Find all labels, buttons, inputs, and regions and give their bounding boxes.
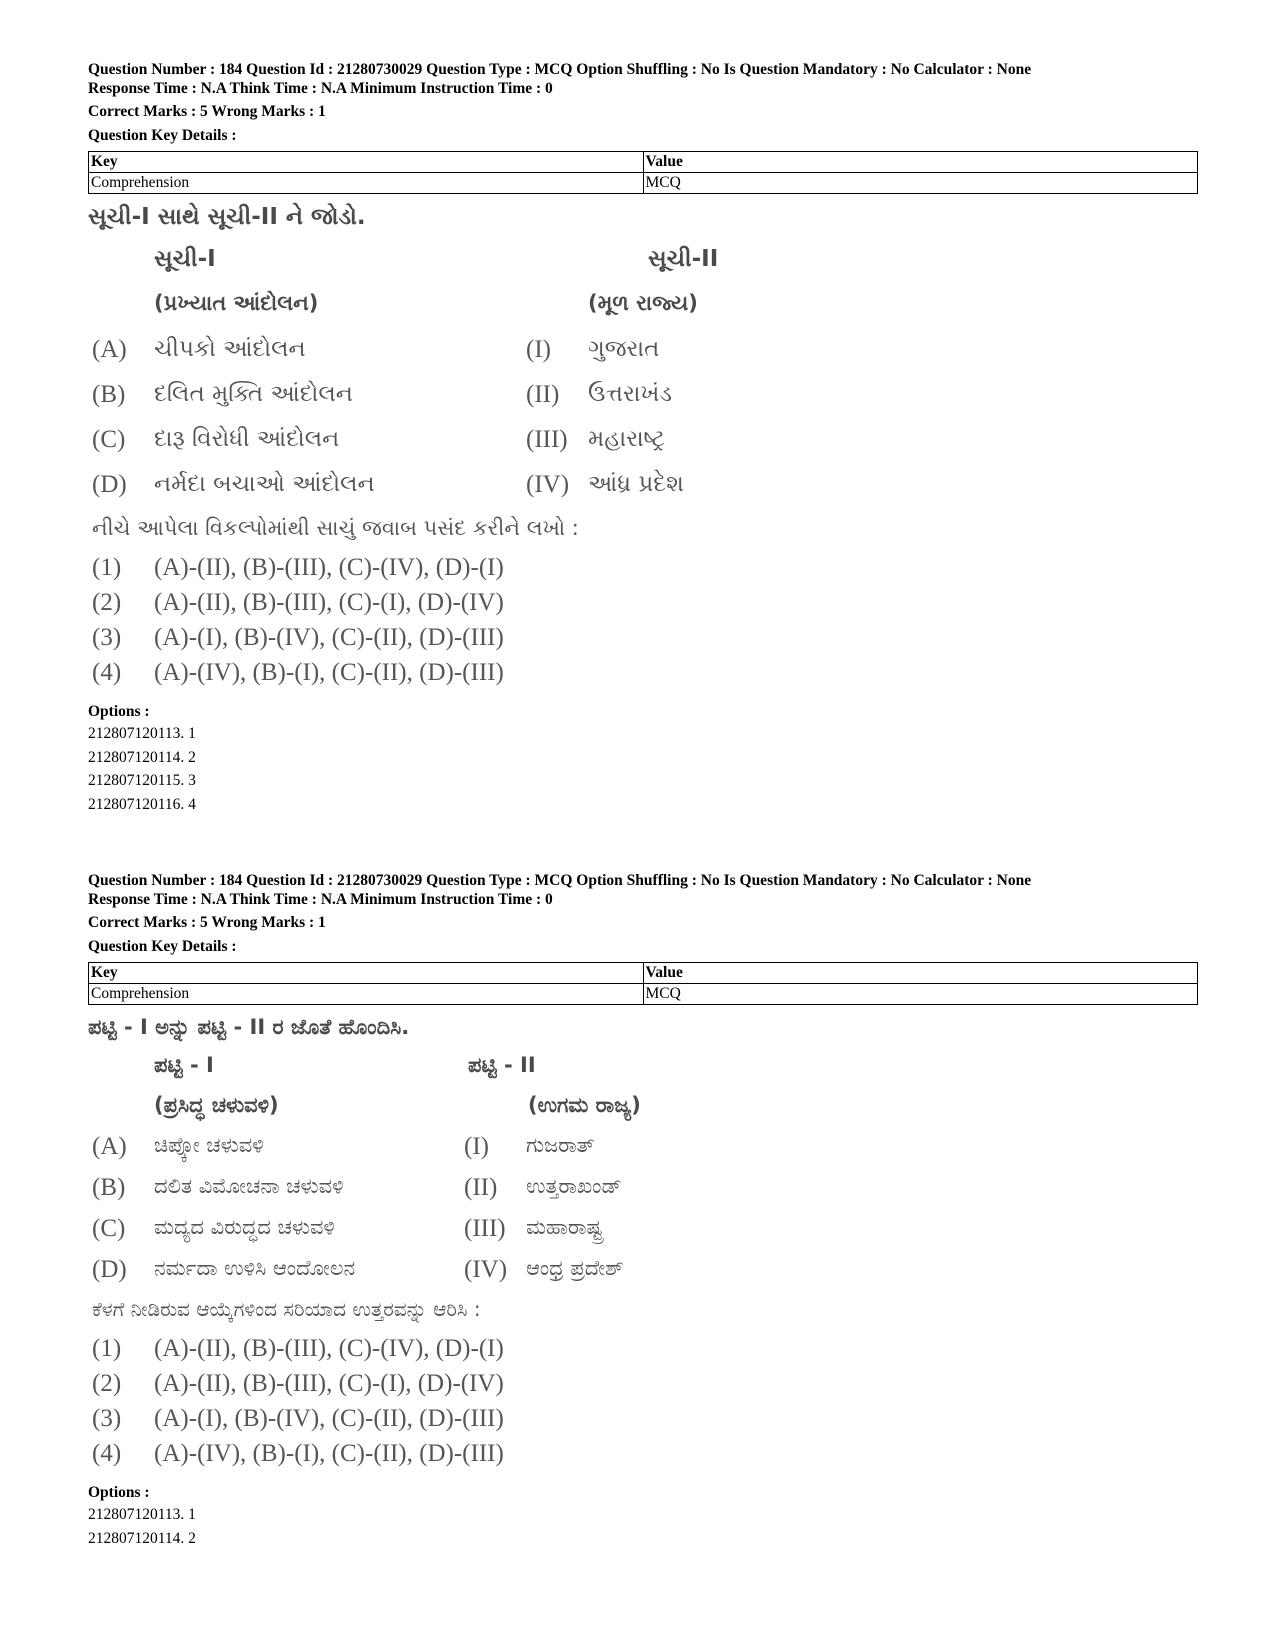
pair-right-text: ಗುಜರಾತ್ (526, 1133, 595, 1157)
match-pair-row (88, 1133, 1198, 1174)
answer-choice-number: (2) (92, 1370, 122, 1397)
list1-title: સૂચી-I (154, 246, 216, 272)
answer-choice-text: (A)-(II), (B)-(III), (C)-(I), (D)-(IV) (154, 589, 504, 616)
pair-left-label: (D) (92, 471, 127, 498)
pair-left-label: (B) (92, 381, 126, 408)
pair-left-text: ನರ್ಮದಾ ಉಳಿಸಿ ಆಂದೋಲನ (154, 1256, 356, 1280)
answer-choice-number: (2) (92, 589, 122, 616)
question-image-content (88, 1015, 1198, 1475)
question-meta-line2: Response Time : N.A Think Time : N.A Minimum Instruction Time : 0 (88, 79, 553, 97)
answer-choice-row (88, 624, 1198, 659)
pair-left-label: (D) (92, 1256, 127, 1283)
pair-left-text: ದಲಿತ ವಿಮೋಚನಾ ಚಳುವಳಿ (154, 1174, 344, 1198)
table-header-value: Value (643, 152, 1198, 173)
question-image-content (88, 204, 1198, 694)
answer-choice-row (88, 659, 1198, 694)
marks-line: Correct Marks : 5 Wrong Marks : 1 (88, 103, 326, 120)
answer-choice-text: (A)-(IV), (B)-(I), (C)-(II), (D)-(III) (154, 1440, 504, 1467)
answer-choice-row (88, 1440, 1198, 1475)
match-pair-row (88, 426, 1198, 471)
answer-choice-text: (A)-(I), (B)-(IV), (C)-(II), (D)-(III) (154, 624, 504, 651)
list2-subtitle: (ಉಗಮ ರಾಜ್ಯ) (528, 1093, 641, 1117)
question-meta-line1: Question Number : 184 Question Id : 21280730029 Question Type : MCQ Option Shuffling : No Is Question Mandatory : No Calculator : None (88, 61, 1032, 78)
option-item: 212807120115. 3 (88, 772, 196, 789)
pair-left-text: ಚಿಪ್ಕೋ ಚಳುವಳಿ (154, 1133, 264, 1157)
pair-right-text: ಉತ್ತರಾಖಂಡ್ (526, 1174, 622, 1198)
pair-right-label: (I) (526, 336, 551, 363)
choose-instruction: ಕೆಳಗೆ ನೀಡಿರುವ ಆಯ್ಕೆಗಳಿಂದ ಸರಿಯಾದ ಉತ್ತರವನ್ನು ಆರಿಸಿ : (92, 1297, 481, 1321)
pair-left-text: ಮದ್ಯದ ವಿರುದ್ಧದ ಚಳುವಳಿ (154, 1215, 335, 1239)
pair-left-label: (B) (92, 1174, 126, 1201)
list1-subtitle: (પ્રખ્યાત આંદોલન) (154, 291, 319, 315)
answer-choice-text: (A)-(I), (B)-(IV), (C)-(II), (D)-(III) (154, 1405, 504, 1432)
pair-left-text: દારૂ વિરોધી આંદોલન (154, 426, 340, 452)
question-instruction: સૂચી-I સાથે સૂચી-II ને જોડો. (88, 204, 366, 230)
pair-right-label: (IV) (464, 1256, 508, 1283)
table-header-key: Key (89, 152, 644, 173)
table-cell-key: Comprehension (89, 984, 644, 1005)
question-meta-line2: Response Time : N.A Think Time : N.A Minimum Instruction Time : 0 (88, 890, 553, 908)
pair-right-label: (III) (464, 1215, 506, 1242)
list2-title: ಪಟ್ಟಿ - II (468, 1053, 536, 1077)
question-meta (88, 61, 1198, 145)
key-value-table (88, 151, 1198, 194)
match-pair-row (88, 381, 1198, 426)
table-row (89, 173, 1198, 194)
match-pair-row (88, 471, 1198, 516)
option-item: 212807120116. 4 (88, 795, 196, 813)
table-header-key: Key (89, 963, 644, 984)
pair-left-text: દલિત મુક્તિ આંદોલન (154, 381, 353, 407)
match-pair-row (88, 336, 1198, 381)
answer-choice-row (88, 589, 1198, 624)
pair-left-label: (A) (92, 1133, 127, 1160)
answer-choice-number: (1) (92, 1335, 122, 1362)
answer-choice-number: (4) (92, 659, 122, 686)
answer-choice-text: (A)-(II), (B)-(III), (C)-(IV), (D)-(I) (154, 554, 504, 581)
key-details-label: Question Key Details : (88, 126, 237, 144)
pair-right-text: આંધ્ર પ્રદેશ (588, 471, 684, 497)
question-meta (88, 872, 1198, 956)
table-header-row (89, 152, 1198, 173)
pair-right-label: (IV) (526, 471, 570, 498)
key-value-table (88, 962, 1198, 1005)
list2-subtitle: (મૂળ રાજ્ય) (588, 291, 698, 315)
pair-right-text: ગુજરાત (588, 336, 660, 362)
pair-right-text: ಆಂಧ್ರ ಪ್ರದೇಶ್ (526, 1256, 624, 1280)
list1-title: ಪಟ್ಟಿ - I (154, 1053, 214, 1077)
question-block-kannada (88, 872, 1198, 1550)
pair-left-label: (C) (92, 1215, 126, 1242)
answer-choice-row (88, 554, 1198, 589)
options-label: Options : (88, 1484, 150, 1501)
option-item: 212807120113. 1 (88, 725, 196, 742)
pair-right-label: (II) (464, 1174, 498, 1201)
answer-choice-row (88, 1405, 1198, 1440)
table-row (89, 984, 1198, 1005)
match-pair-row (88, 1256, 1198, 1297)
question-block-gujarati (88, 61, 1198, 816)
list-subtitles (88, 291, 1198, 336)
answer-choice-number: (3) (92, 1405, 122, 1432)
match-pair-row (88, 1215, 1198, 1256)
answer-choice-number: (4) (92, 1440, 122, 1467)
answer-choice-text: (A)-(IV), (B)-(I), (C)-(II), (D)-(III) (154, 659, 504, 686)
marks-line: Correct Marks : 5 Wrong Marks : 1 (88, 914, 326, 931)
question-meta-line1: Question Number : 184 Question Id : 21280730029 Question Type : MCQ Option Shuffling : No Is Question Mandatory : No Calculator : None (88, 872, 1032, 889)
choose-instruction-row (88, 1297, 1198, 1335)
answer-choice-row (88, 1370, 1198, 1405)
list-titles (88, 246, 1198, 291)
table-header-value: Value (643, 963, 1198, 984)
answer-choice-row (88, 1335, 1198, 1370)
options-label: Options : (88, 703, 150, 720)
pair-right-label: (II) (526, 381, 560, 408)
option-item: 212807120113. 1 (88, 1506, 196, 1523)
question-instruction: ಪಟ್ಟಿ - I ಅನ್ನು ಪಟ್ಟಿ - II ರ ಜೊತೆ ಹೊಂದಿಸಿ. (88, 1015, 410, 1039)
list2-title: સૂચી-II (648, 246, 719, 272)
pair-right-text: ઉત્તરાખંડ (588, 381, 673, 407)
pair-right-label: (I) (464, 1133, 489, 1160)
table-cell-value: MCQ (643, 984, 1198, 1005)
match-pair-row (88, 1174, 1198, 1215)
pair-left-text: ચીપકો આંદોલન (154, 336, 306, 362)
pair-right-text: ಮಹಾರಾಷ್ಟ್ರ (526, 1215, 603, 1239)
choose-instruction-row (88, 516, 1198, 554)
option-item: 212807120114. 2 (88, 748, 196, 766)
list1-subtitle: (ಪ್ರಸಿದ್ಧ ಚಳುವಳಿ) (154, 1093, 279, 1117)
table-header-row (89, 963, 1198, 984)
pair-right-text: મહારાષ્ટ્ર (588, 426, 665, 452)
table-cell-value: MCQ (643, 173, 1198, 194)
option-item: 212807120114. 2 (88, 1529, 196, 1547)
answer-choice-number: (1) (92, 554, 122, 581)
pair-right-label: (III) (526, 426, 568, 453)
pair-left-text: નર્મદા બચાઓ આંદોલન (154, 471, 375, 497)
answer-choice-number: (3) (92, 624, 122, 651)
table-cell-key: Comprehension (89, 173, 644, 194)
pair-left-label: (A) (92, 336, 127, 363)
pair-left-label: (C) (92, 426, 126, 453)
answer-choice-text: (A)-(II), (B)-(III), (C)-(I), (D)-(IV) (154, 1370, 504, 1397)
list-subtitles (88, 1093, 1198, 1133)
answer-choice-text: (A)-(II), (B)-(III), (C)-(IV), (D)-(I) (154, 1335, 504, 1362)
choose-instruction: નીચે આપેલા વિકલ્પોમાંથી સાચું જવાબ પસંદ કરીને લખો : (92, 516, 579, 540)
list-titles (88, 1053, 1198, 1093)
key-details-label: Question Key Details : (88, 937, 237, 955)
